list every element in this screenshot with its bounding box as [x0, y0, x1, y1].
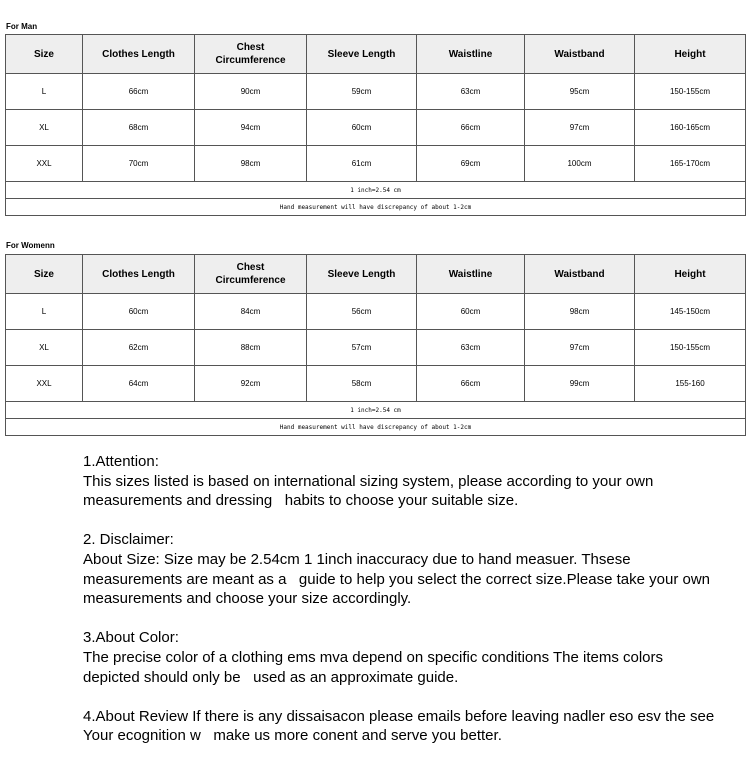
table-cell: 97cm: [525, 110, 635, 146]
table-cell: 60cm: [307, 110, 417, 146]
table-cell: 66cm: [83, 74, 195, 110]
table-cell: 150-155cm: [635, 330, 746, 366]
women-header-waistband: Waistband: [525, 255, 635, 294]
women-header-size: Size: [6, 255, 83, 294]
table-cell: L: [6, 74, 83, 110]
table-cell: 63cm: [417, 74, 525, 110]
table-cell: 92cm: [195, 366, 307, 402]
table-cell: 60cm: [83, 294, 195, 330]
color-body: The precise color of a clothing ems mva depend on specific conditions The items colors depicted should only be used as an approximate guide.: [83, 648, 668, 686]
color-note: [83, 628, 723, 687]
women-header-chest-text: Chest Circumference: [215, 262, 286, 286]
women-note-row-measurement: [6, 419, 746, 436]
women-header-row: [6, 255, 746, 294]
women-inch-note: 1 inch=2.54 cm: [6, 402, 746, 419]
table-row: [6, 146, 746, 182]
women-header-clothes-length: Clothes Length: [83, 255, 195, 294]
attention-body: This sizes listed is based on international sizing system, please according to your own measurements and dressing habits to choose your suitable size.: [83, 472, 658, 510]
men-header-row: [6, 35, 746, 74]
men-inch-note: 1 inch=2.54 cm: [6, 182, 746, 199]
women-header-sleeve-length: Sleeve Length: [307, 255, 417, 294]
women-note-row-inch: [6, 402, 746, 419]
table-cell: XXL: [6, 366, 83, 402]
table-cell: 61cm: [307, 146, 417, 182]
table-cell: 62cm: [83, 330, 195, 366]
table-cell: 66cm: [417, 366, 525, 402]
men-header-height: Height: [635, 35, 746, 74]
table-cell: 68cm: [83, 110, 195, 146]
men-note-row-inch: [6, 182, 746, 199]
table-cell: 88cm: [195, 330, 307, 366]
women-measurement-note: Hand measurement will have discrepancy of about 1-2cm: [6, 419, 746, 436]
attention-note: [83, 452, 723, 511]
table-row: [6, 330, 746, 366]
table-row: [6, 366, 746, 402]
men-size-table: [5, 34, 746, 216]
table-cell: 94cm: [195, 110, 307, 146]
table-cell: 98cm: [195, 146, 307, 182]
table-cell: 56cm: [307, 294, 417, 330]
men-header-clothes-length: Clothes Length: [83, 35, 195, 74]
table-cell: 60cm: [417, 294, 525, 330]
table-cell: 95cm: [525, 74, 635, 110]
men-header-sleeve-length: Sleeve Length: [307, 35, 417, 74]
table-row: [6, 294, 746, 330]
table-cell: 66cm: [417, 110, 525, 146]
disclaimer-note: [83, 530, 723, 608]
size-notes: [83, 452, 723, 766]
table-cell: 59cm: [307, 74, 417, 110]
color-title: 3.About Color:: [83, 629, 179, 647]
men-header-waistline: Waistline: [417, 35, 525, 74]
women-header-height: Height: [635, 255, 746, 294]
table-cell: 58cm: [307, 366, 417, 402]
table-cell: 84cm: [195, 294, 307, 330]
review-body: 4.About Review If there is any dissaisacon please emails before leaving nadler eso esv the see Your ecognition w make us more conent and serve you better.: [83, 707, 719, 745]
women-size-table: [5, 254, 746, 436]
table-row: [6, 74, 746, 110]
table-cell: XXL: [6, 146, 83, 182]
men-header-waistband: Waistband: [525, 35, 635, 74]
table-cell: 155-160: [635, 366, 746, 402]
disclaimer-body: About Size: Size may be 2.54cm 1 1inch inaccuracy due to hand measuer. Thsese measurements are meant as a guide to help you select the correct size.Please take your own measurements and choose your size accordingly.: [83, 550, 715, 608]
women-section-title: For Womenn: [6, 241, 55, 250]
table-cell: L: [6, 294, 83, 330]
table-cell: 64cm: [83, 366, 195, 402]
table-cell: 97cm: [525, 330, 635, 366]
table-cell: 100cm: [525, 146, 635, 182]
table-cell: 145-150cm: [635, 294, 746, 330]
women-header-waistline: Waistline: [417, 255, 525, 294]
men-header-chest: [195, 35, 307, 74]
disclaimer-title: 2. Disclaimer:: [83, 531, 174, 549]
table-cell: 63cm: [417, 330, 525, 366]
men-header-chest-text: Chest Circumference: [215, 42, 286, 66]
attention-title: 1.Attention:: [83, 453, 159, 470]
table-cell: 98cm: [525, 294, 635, 330]
table-row: [6, 110, 746, 146]
table-cell: 150-155cm: [635, 74, 746, 110]
review-note: [83, 707, 723, 746]
table-cell: 69cm: [417, 146, 525, 182]
men-header-size: Size: [6, 35, 83, 74]
men-note-row-measurement: [6, 199, 746, 216]
table-cell: XL: [6, 330, 83, 366]
table-cell: 90cm: [195, 74, 307, 110]
men-measurement-note: Hand measurement will have discrepancy of about 1-2cm: [6, 199, 746, 216]
table-cell: 57cm: [307, 330, 417, 366]
table-cell: 70cm: [83, 146, 195, 182]
table-cell: 160-165cm: [635, 110, 746, 146]
men-section-title: For Man: [6, 22, 38, 31]
table-cell: XL: [6, 110, 83, 146]
table-cell: 165-170cm: [635, 146, 746, 182]
women-header-chest: [195, 255, 307, 294]
table-cell: 99cm: [525, 366, 635, 402]
